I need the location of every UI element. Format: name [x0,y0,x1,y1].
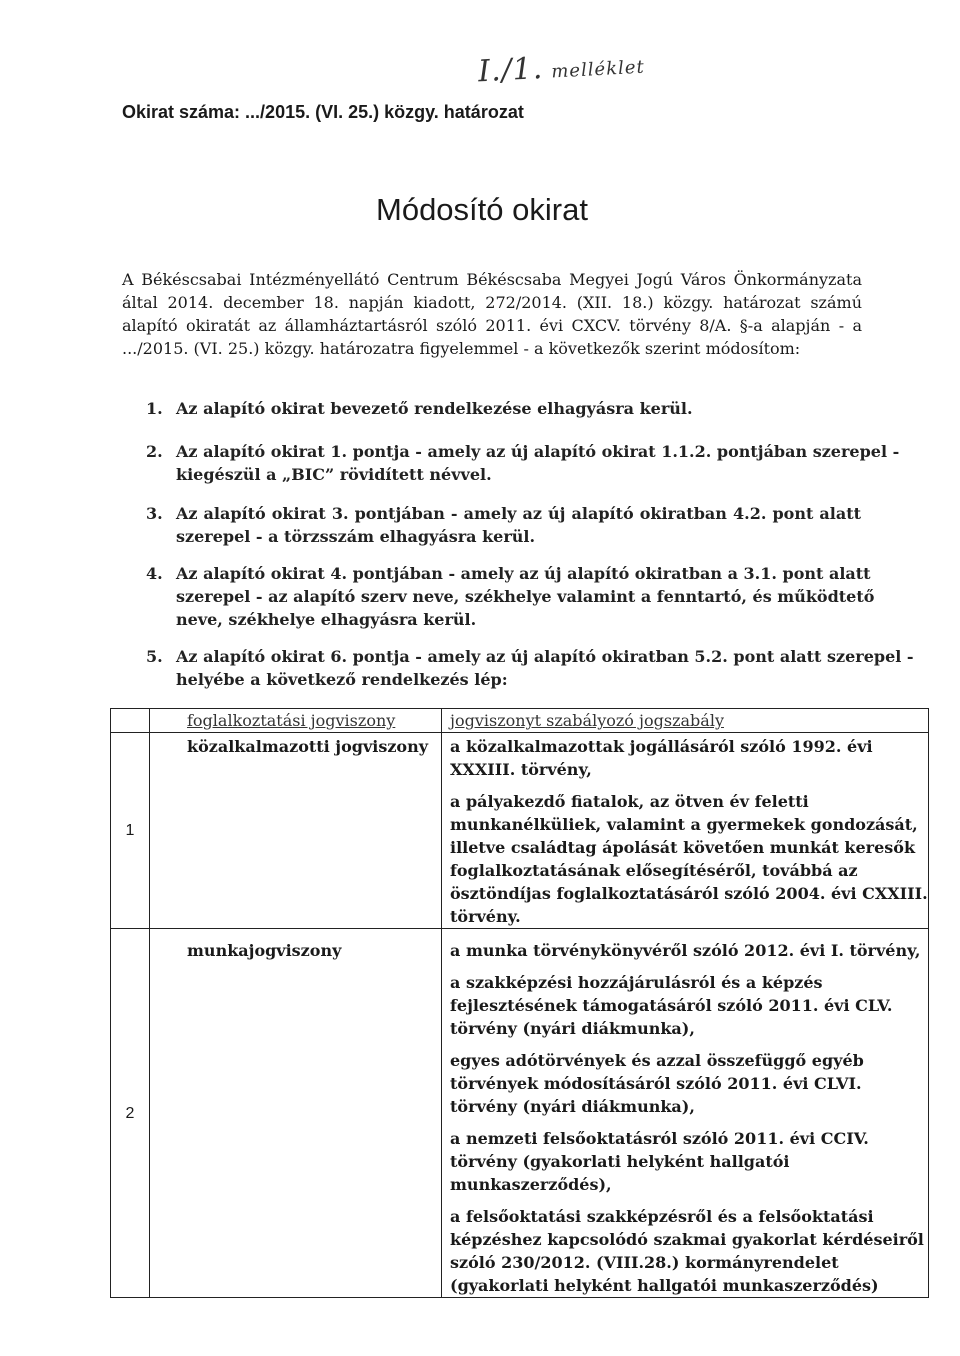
list-item-text: szerepel - az alapító szerv neve, székhelye valamint a fenntartó, és működtető [176,587,875,606]
list-item-text: neve, székhelye elhagyásra kerül. [176,610,477,629]
table-cell-type: közalkalmazotti jogviszony [150,733,442,929]
list-item-text: helyébe a következő rendelkezés lép: [176,670,508,689]
table-row-index: 1 [111,733,150,929]
intro-line: .../2015. (VI. 25.) közgy. határozatra figyelemmel - a következők szerint módosítom: [122,339,801,358]
list-item-4 [146,562,875,631]
list-item-text: Az alapító okirat 6. pontja - amely az új alapító okiratban 5.2. pont alatt szerepel - [176,647,914,666]
law-entry: a szakképzési hozzájárulásról és a képzés fejlesztésének támogatásáról szóló 2011. évi CLV. törvény (nyári diákmunka), [450,973,893,1038]
document-number: Okirat száma: .../2015. (VI. 25.) közgy. határozat [122,102,524,122]
list-item-text: Az alapító okirat 1. pontja - amely az új alapító okirat 1.1.2. pontjában szerepel - [176,442,900,461]
list-item-5 [146,645,914,691]
list-item-2 [146,440,900,486]
list-item-text: szerepel - a törzsszám elhagyásra kerül. [176,527,536,546]
list-item-number: 5. [146,647,163,666]
handwritten-annotation [477,46,645,90]
law-entry: a nemzeti felsőoktatásról szóló 2011. évi CCIV. törvény (gyakorlati helyként hallgatói munkaszerződés), [450,1129,869,1194]
list-item-number: 1. [146,399,163,418]
page-title: Módosító okirat [376,192,588,227]
table-header-type: foglalkoztatási jogviszony [150,709,442,733]
list-item-text: Az alapító okirat bevezető rendelkezése elhagyásra kerül. [176,399,693,418]
law-entry: a pályakezdő fiatalok, az ötven év feletti munkanélküliek, valamint a gyermekek gondozását, illetve családtag ápolását követően munkát keresők foglalkoztatásának elősegítéséről, továbbá az ösztöndíjas foglalkoztatásáról szóló 2004. évi CXXIII. törvény. [450,792,928,926]
list-item-text: Az alapító okirat 3. pontjában - amely az új alapító okiratban 4.2. pont alatt [176,504,861,523]
list-item-text: kiegészül a „BIC” rövidített névvel. [176,465,492,484]
intro-line: alapító okiratát az államháztartásról szóló 2011. évi CXCV. törvény 8/A. §-a alapján - a [122,316,862,335]
law-entry: a felsőoktatási szakképzésről és a felsőoktatási képzéshez kapcsolódó szakmai gyakorlat kérdéseiről szóló 230/2012. (VIII.28.) kormányrendelet (gyakorlati helyként hallgatói munkaszerződés) [450,1207,924,1295]
table-row [111,733,929,929]
intro-line: által 2014. december 18. napján kiadott, 272/2014. (XII. 18.) közgy. határozat számú [122,293,862,312]
list-item-number: 2. [146,442,163,461]
handwritten-annex-number: I./1. [477,50,545,90]
law-entry: a közalkalmazottak jogállásáról szóló 1992. évi XXXIII. törvény, [450,737,873,779]
list-item-3 [146,502,861,548]
law-entry: egyes adótörvények és azzal összefüggő egyéb törvények módosításáról szóló 2011. évi CLVI. törvény (nyári diákmunka), [450,1051,864,1116]
table-cell-laws [442,733,929,929]
list-item-text: Az alapító okirat 4. pontjában - amely az új alapító okiratban a 3.1. pont alatt [176,564,871,583]
table-row [111,929,929,1298]
intro-paragraph [122,268,862,360]
table-cell-type: munkajogviszony [150,929,442,1298]
table-cell-laws [442,929,929,1298]
table-header-row [111,709,929,733]
intro-line: A Békéscsabai Intézményellátó Centrum Békéscsaba Megyei Jogú Város Önkormányzata [122,270,862,289]
law-entry: a munka törvénykönyvéről szóló 2012. évi I. törvény, [450,941,921,960]
table-row-index: 2 [111,929,150,1298]
list-item-number: 3. [146,504,163,523]
table-cell [111,709,150,733]
list-item-number: 4. [146,564,163,583]
handwritten-annex-note: melléklet [550,56,646,83]
employment-table [110,708,929,1298]
table-header-law: jogviszonyt szabályozó jogszabály [442,709,929,733]
list-item-1 [146,397,861,420]
